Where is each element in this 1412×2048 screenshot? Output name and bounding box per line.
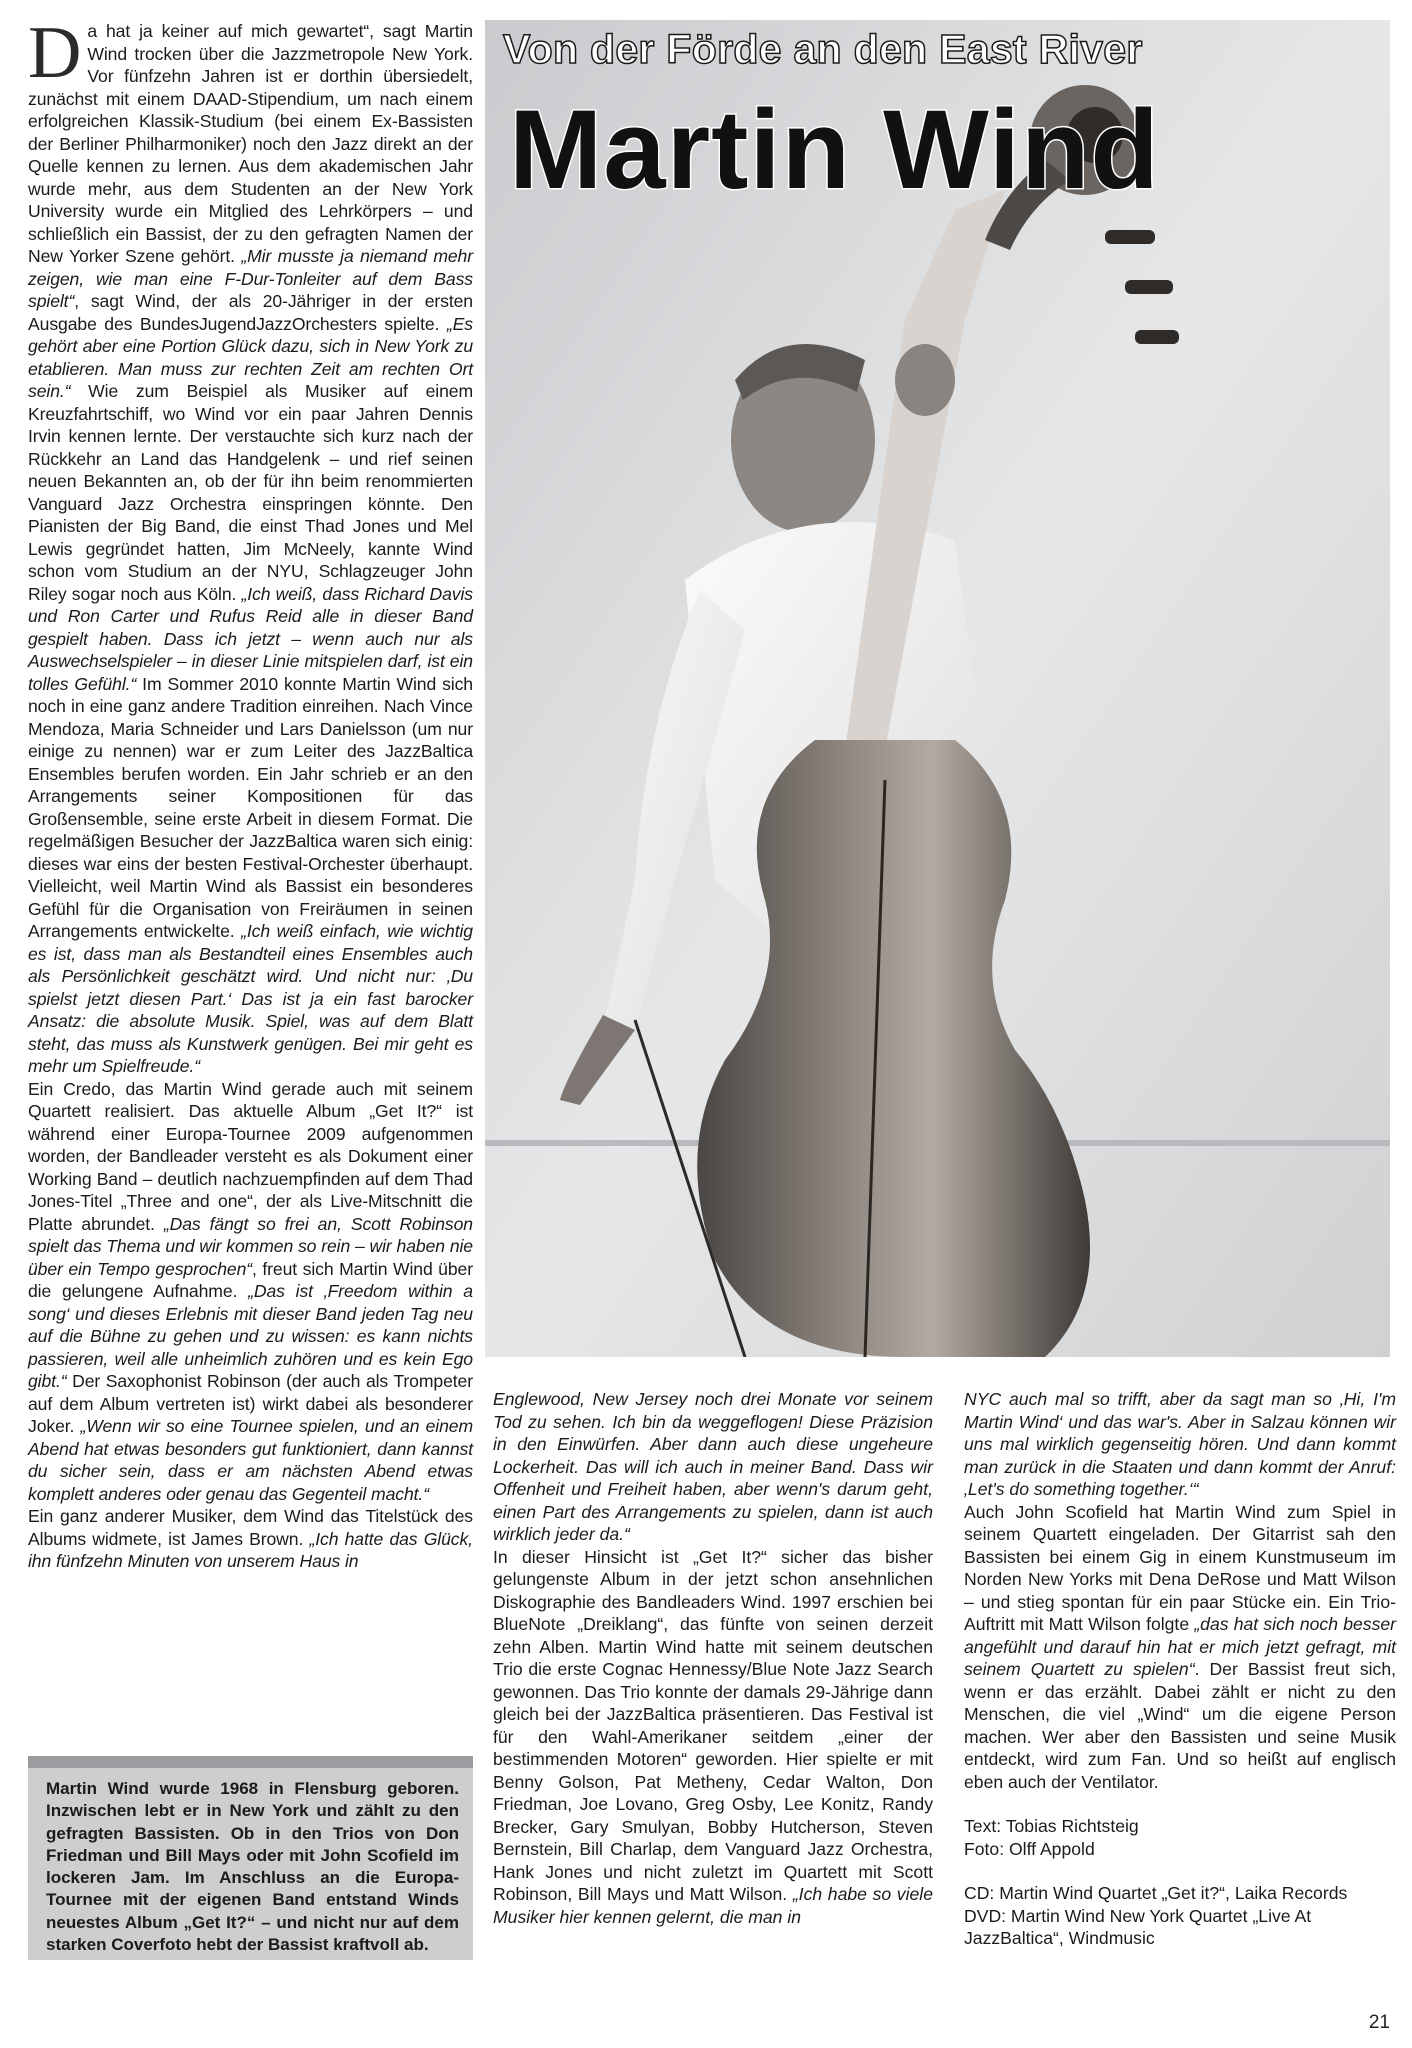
quote-text: „Ich weiß einfach, wie wichtig es ist, dass man als Bestandteil eines Ensembles auch als Persönlichkeit geschätzt wird. Und nicht nur: ‚Du spielst jetzt diesen Part.‘ Das ist ja ein fast barocker Ansatz: die absolute Musik. Spiel, was auf dem Blatt steht, das muss als Kunstwerk genügen. Bei mir geht es mehr um Spielfreude.“ [28,921,473,1076]
paragraph [964,1501,1396,1794]
quote-text: „Es gehört aber eine Portion Glück dazu, sich in New York zu etablieren. Man muss zur rechten Zeit am rechten Ort sein.“ [28,313,473,401]
quote-text: „Mir musste ja niemand mehr zeigen, wie man eine F-Dur-Tonleiter auf dem Bass spielt“ [28,246,473,311]
paragraph [28,1505,473,1573]
credit-photo: Foto: Olff Appold [964,1838,1095,1859]
bio-box: Martin Wind wurde 1968 in Flensburg geboren. Inzwischen lebt er in New York und zählt zu den gefragten Bassisten. Ob in den Trios von Don Friedman und Bill Mays oder mit John Scofield im lockeren Jam. Im Anschluss an die Europa-Tournee mit der eigenen Band entstand Winds neuestes Album „Get It?“ – und nicht nur auf dem starken Coverfoto hebt der Bassist kraftvoll ab. [28,1756,473,1960]
discography-note [964,1882,1396,1950]
paragraph-body [28,12,473,1076]
credits [964,1815,1396,1860]
dvd-line: DVD: Martin Wind New York Quartet „Live At JazzBaltica“, Windmusic [964,1905,1312,1948]
bassist-photo [485,20,1390,1357]
body-text: Wie zum Beispiel als Musiker auf einem Kreuzfahrtschiff, wo Wind vor ein paar Jahren Dennis Irvin kennen lernte. Der verstauchte sich kurz nach der Rückkehr an Land das Handgelenk – und rief seinen neuen Bekannten an, ob der für ihn beim renommierten Vanguard Jazz Orchestra einspringen könnte. Den Pianisten der Big Band, die einst Thad Jones und Mel Lewis gegründet hatten, Jim McNeely, kannte Wind schon vom Studium an der NYU, Schlagzeuger John Riley sogar noch aus Köln. [28,381,473,604]
quote-text: „Ich habe so viele Musiker hier kennen gelernt, die man in [493,1884,933,1927]
quote-text: Englewood, New Jersey noch drei Monate vor seinem Tod zu sehen. Ich bin da weggeflogen! Diese Präzision in den Einwürfen. Aber dann auch diese ungeheure Lockerheit. Das will ich auch in meiner Band. Dass wir Offenheit und Freiheit haben, aber wenn's darum geht, einen Part des Arrangements zu spielen, dann ist auch wirklich jeder da.“ [493,1389,933,1544]
credit-text: Text: Tobias Richtsteig [964,1816,1139,1836]
body-text: Der Saxophonist Robinson (der auch als Trompeter auf dem Album vertreten ist) wirkt dabei als besonderer Joker. [28,1371,473,1436]
quote-text: „Das ist ‚Freedom within a song‘ und dieses Erlebnis mit dieser Band jeden Tag neu auf die Bühne zu gehen und zu wissen: es kann nichts passieren, weil alle unheimlich zuhören und es kein Ego gibt.“ [28,1281,473,1391]
article-column-middle [493,1388,933,1928]
quote-text: „Ich hatte das Glück, ihn fünfzehn Minuten von unserem Haus in [28,1528,473,1571]
article-kicker: Von der Förde an den East River [503,26,1143,72]
body-text: Ein ganz anderer Musiker, dem Wind das Titelstück des Albums widmete, ist James Brown. [28,1506,473,1549]
body-text: Im Sommer 2010 konnte Martin Wind sich noch in eine ganz andere Tradition einreihen. Nach Vince Mendoza, Maria Schneider und Lars Danielsson (um nur einige zu nennen) war er zum Leiter des JazzBaltica Ensembles berufen worden. Ein Jahr schrieb er an den Arrangements seiner Kompositionen für das Großensemble, seine erste Arbeit in diesem Format. Die regelmäßigen Besucher der JazzBaltica waren sich einig: dieses war eins der besten Festival-Orchester überhaupt. Vielleicht, weil Martin Wind als Bassist ein besonderes Gefühl für die Organisation von Freiräumen in seinen Arrangements entwickelte. [28,673,473,941]
drop-cap: D [28,12,82,94]
paragraph [28,1078,473,1506]
body-text: Auch John Scofield hat Martin Wind zum Spiel in seinem Quartett eingeladen. Der Gitarrist sah den Bassisten bei einem Gig in einem Kunstmuseum im Norden New Yorks mit Dena DeRose und Matt Wilson – und stieg spontan für ein paar Stücke ein. Ein Trio-Auftritt mit Matt Wilson folgte [964,1501,1396,1634]
cd-line: CD: Martin Wind Quartet „Get it?“, Laika Records [964,1883,1348,1903]
body-text: Ein Credo, das Martin Wind gerade auch mit seinem Quartett realisiert. Das aktuelle Album „Get It?“ ist während einer Europa-Tournee 2009 aufgenommen worden, der Bandleader versteht es als Dokument einer Working Band – deutlich nachzuempfinden auf dem Thad Jones-Titel „Three and one“, der als Live-Mitschnitt die Platte abrundet. [28,1078,473,1234]
body-text: , freut sich Martin Wind über die gelungene Aufnahme. [28,1258,473,1301]
quote-text: „Ich weiß, dass Richard Davis und Ron Carter und Rufus Reid alle in dieser Band gespielt haben. Dass ich jetzt – wenn auch nur als Auswechselspieler – in dieser Linie mitspielen darf, ist ein tolles Gefühl.“ [28,583,473,694]
article-column-right [964,1388,1396,1950]
body-text: a hat ja keiner auf mich gewartet“, sagt Martin Wind trocken über die Jazzmetropole New York. Vor fünfzehn Jahren ist er dorthin übersiedelt, zunächst mit einem DAAD-Stipendium, um nach einem erfolgreichen Klassik-Studium (bei einem Ex-Bassisten der Berliner Philharmoniker) noch den Jazz direkt an der Quelle kennen zu lernen. Aus dem akademischen Jahr wurde mehr, aus dem Studenten an der New York University wurde ein Mitglied des Lehrkörpers – und schließlich ein Bassist, der zu den gefragten Namen der New Yorker Szene gehört. [28,21,473,266]
paragraph [493,1388,933,1546]
quote-text: NYC auch mal so trifft, aber da sagt man so ‚Hi, I'm Martin Wind‘ und das war's. Aber in Salzau können wir uns mal wirklich gegenseitig hören. Und dann kommt man zurück in die Staaten und dann kommt der Anruf: ‚Let's do something together.‘“ [964,1389,1396,1499]
page-number: 21 [1368,2012,1390,2033]
quote-text: „das hat sich noch besser angefühlt und darauf hin hat er mich jetzt gefragt, mit seinem Quartett zu spielen“ [964,1614,1397,1679]
body-text: In dieser Hinsicht ist „Get It?“ sicher das bisher gelungenste Album in der jetzt schon ansehnlichen Diskographie des Bandleaders Wind. 1997 erschien bei BlueNote „Dreiklang“, das fünfte von seinen derzeit zehn Alben. Martin Wind hatte mit seinem deutschen Trio die erste Cognac Hennessy/Blue Note Jazz Search gewonnen. Das Trio konnte der damals 29-Jährige dann gleich bei der JazzBaltica präsentieren. Das Festival ist für den Wahl-Amerikaner seitdem „einer der bestimmenden Motoren“ geworden. Hier spielte er mit Benny Golson, Pat Metheny, Cedar Walton, Don Friedman, Joe Lovano, Greg Osby, Lee Konitz, Randy Brecker, Gary Smulyan, Bobby Hutcherson, Steven Bernstein, Bill Charlap, dem Vanguard Jazz Orchestra, Hank Jones und nicht zuletzt im Quartett mit Scott Robinson, Bill Mays und Matt Wilson. [493,1546,933,1904]
article-title: Martin Wind [509,87,1160,212]
article-column-left [28,12,473,1573]
body-text: . Der Bassist freut sich, wenn er das erzählt. Dabei zählt er nicht zu den Menschen, die viel „Wind“ um die eigene Person machen. Wer aber den Bassisten und seine Musik entdeckt, wird zum Fan. Und so heißt auf englisch eben auch der Ventilator. [964,1659,1396,1792]
paragraph [964,1388,1396,1501]
photo-illustration [485,20,1390,1357]
quote-text: „Wenn wir so eine Tournee spielen, und an einem Abend hat etwas besonders gut funktioniert, dann kannst du sicher sein, dass er am nächsten Abend etwas komplett anderes oder genau das Gegenteil macht.“ [28,1416,473,1504]
paragraph [493,1546,933,1929]
quote-text: „Das fängt so frei an, Scott Robinson spielt das Thema und wir kommen so rein – wir haben nie über ein Tempo gesprochen“ [28,1213,473,1279]
paragraph [28,12,473,1078]
body-text: , sagt Wind, der als 20-Jähriger in der ersten Ausgabe des BundesJugendJazzOrchesters spielte. [28,291,473,334]
